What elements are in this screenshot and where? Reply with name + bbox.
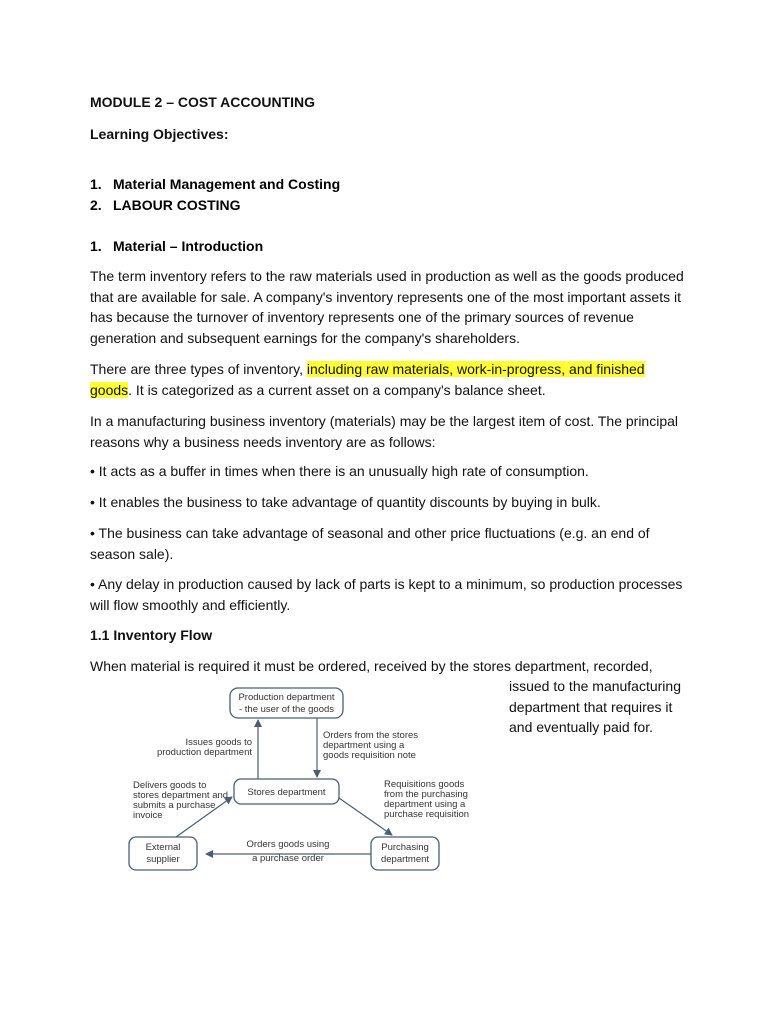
production-department-sublabel: - the user of the goods [238,704,335,715]
delivers-goods-label: Delivers goods to [133,780,207,791]
module-title: MODULE 2 – COST ACCOUNTING [90,94,316,110]
section-title: Material – Introduction [113,238,264,254]
learning-objectives-heading: Learning Objectives: [90,126,229,142]
bullet-item: • It enables the business to take advantage of quantity discounts by buying in bulk. [90,494,601,510]
orders-stores-label: Orders from the stores [323,730,419,741]
issues-goods-label: Issues goods to [185,737,252,748]
inventory-flow-diagram [126,684,470,874]
section-heading-inventory-flow: 1.1 Inventory Flow [90,627,213,643]
section-number: 1. [90,238,102,254]
requisitions-goods-label: Requisitions goods [384,779,465,790]
issues-goods-sublabel: production department [156,747,252,758]
highlighted-text: including raw materials, work-in-progress, and finished goods [90,361,645,398]
requisitions-goods-label: purchase requisition [384,809,470,820]
objective-number: 1. [90,176,102,192]
objective-item [90,197,241,213]
purchasing-department-sublabel: department [380,854,430,865]
paragraph-flow-first-line: When material is required it must be ordered, received by the stores department, recorded, [90,658,653,674]
requisitions-goods-label: from the purchasing [384,789,468,800]
orders-po-label: Orders goods using [246,839,330,850]
orders-po-sublabel: a purchase order [252,853,324,864]
external-supplier-label: External [145,842,181,853]
text-span: There are three types of inventory, [90,361,307,377]
requisitions-goods-label: department using a [384,799,466,810]
objective-text: Material Management and Costing [113,176,341,192]
delivers-goods-label: stores department and [133,790,229,801]
orders-stores-label: goods requisition note [323,750,416,761]
production-department-label: Production department [238,692,335,703]
external-supplier-sublabel: supplier [146,854,180,865]
bullet-item: • The business can take advantage of seasonal and other price fluctuations (e.g. an end of season sale). [90,525,650,562]
paragraph-reasons-intro: In a manufacturing business inventory (materials) may be the largest item of cost. The principal reasons why a business needs inventory are as follows: [90,413,679,450]
bullet-item: • It acts as a buffer in times when there is an unusually high rate of consumption. [90,463,589,479]
objective-text: LABOUR COSTING [113,197,241,213]
delivers-goods-label: submits a purchase [133,800,216,811]
paragraph-inventory-definition: The term inventory refers to the raw materials used in production as well as the goods produced that are available for sale. A company's inventory represents one of the most important assets it has because the turnover of inventory represents one of the primary sources of revenue generation and subsequent earnings for the company's shareholders. [90,268,684,346]
section-heading [90,238,263,254]
paragraph-flow-side: issued to the manufacturing department that requires it and eventually paid for. [509,678,681,735]
text-span: . It is categorized as a current asset on a company's balance sheet. [128,381,546,398]
objective-item [90,176,340,192]
delivers-goods-label: invoice [133,810,163,821]
bullet-item: • Any delay in production caused by lack of parts is kept to a minimum, so production processes will flow smoothly and efficiently. [90,576,683,613]
purchasing-department-label: Purchasing [381,842,429,853]
orders-stores-label: department using a [323,740,405,751]
paragraph-inventory-types [90,359,690,400]
stores-department-label: Stores department [247,787,326,798]
objective-number: 2. [90,197,102,213]
